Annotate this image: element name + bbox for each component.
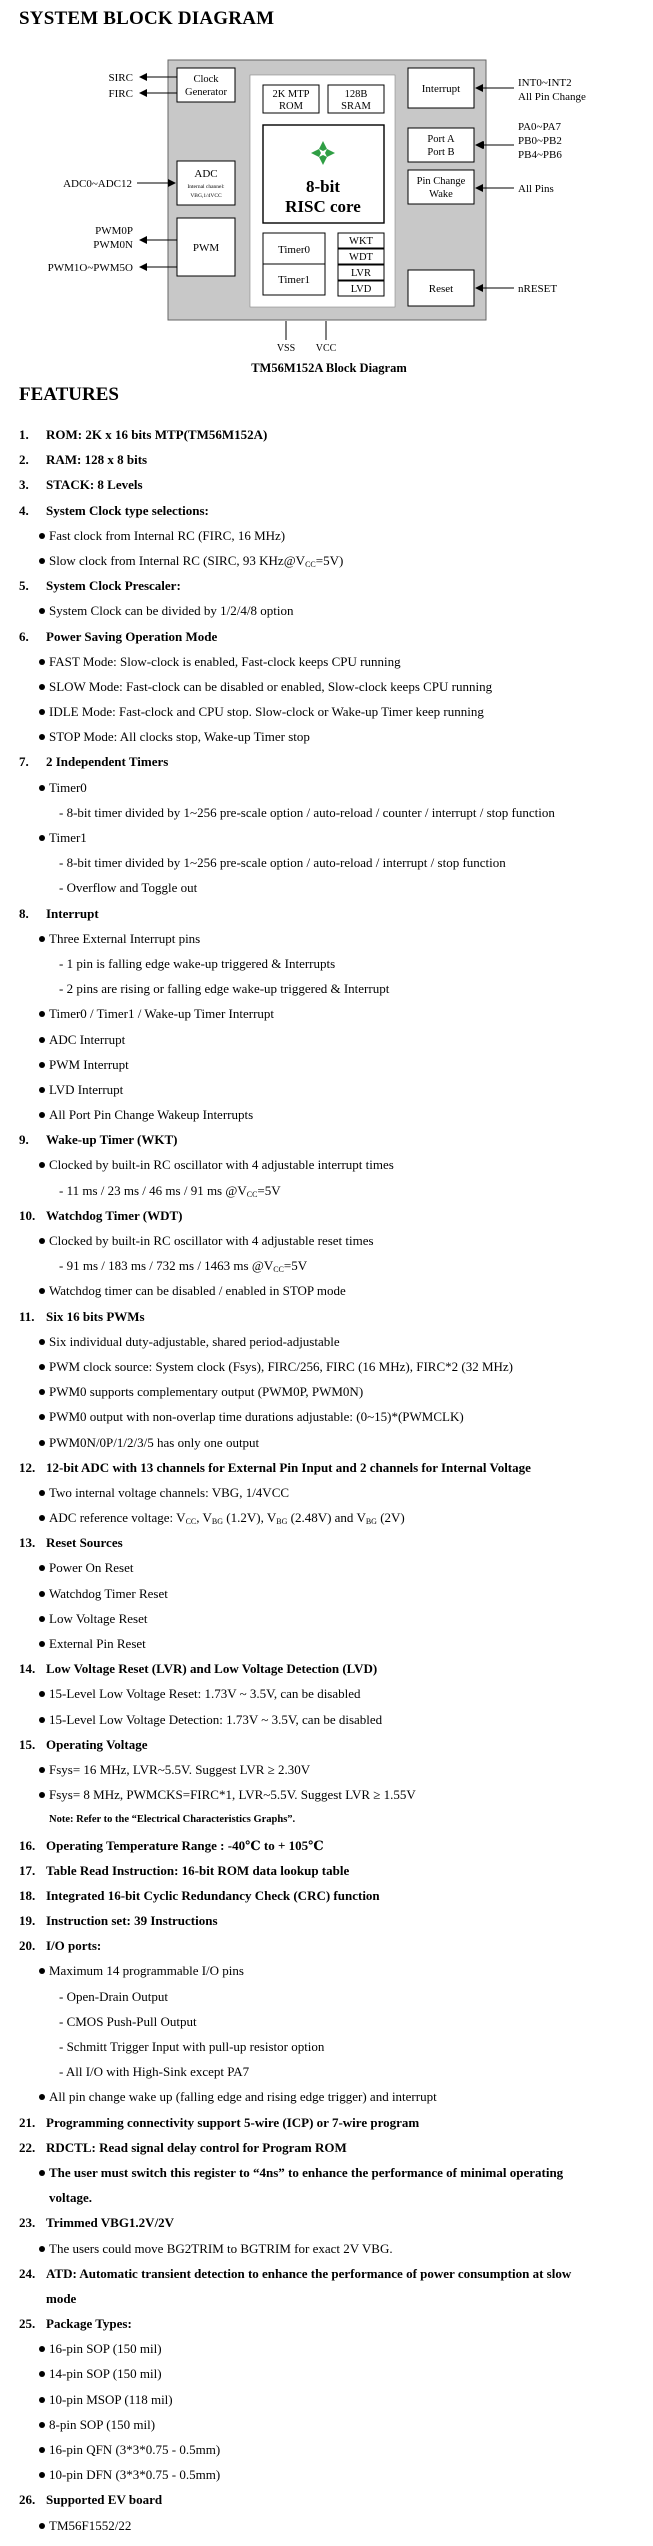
sub-item: - CMOS Push-Pull Output xyxy=(59,2013,197,2029)
bullet-item: Timer0 / Timer1 / Wake-up Timer Interrupt xyxy=(19,1001,649,1026)
feature-item: 6. Power Saving Operation Mode xyxy=(19,628,218,644)
bullet-item: Fast clock from Internal RC (FIRC, 16 MHz) xyxy=(19,523,649,548)
adc-pins-label: ADC0~ADC12 xyxy=(63,178,132,190)
bullet-item: 16-pin SOP (150 mil) xyxy=(19,2336,649,2361)
vss-pin-label: VSS xyxy=(276,343,296,354)
bullet-item: 8-pin SOP (150 mil) xyxy=(19,2412,649,2437)
bullet-item: All pin change wake up (falling edge and rising edge trigger) and interrupt xyxy=(19,2084,649,2109)
bullet-item: Fsys= 8 MHz, PWMCKS=FIRC*1, LVR~5.5V. Suggest LVR ≥ 1.55V xyxy=(19,1782,649,1807)
sub-item: - 8-bit timer divided by 1~256 pre-scale option / auto-reload / counter / interrupt / stop function xyxy=(59,804,555,820)
bullet-item: LVD Interrupt xyxy=(19,1077,649,1102)
all-pin-change-label: All Pin Change xyxy=(518,91,586,103)
feature-item: 13. Reset Sources xyxy=(19,1535,123,1551)
note-text: Note: Refer to the “Electrical Characteristics Graphs”. xyxy=(49,1814,296,1826)
port-pins-label-1: PA0~PA7 xyxy=(518,121,562,133)
bullet-item: Watchdog timer can be disabled / enabled in STOP mode xyxy=(19,1278,649,1303)
sub-item: - 8-bit timer divided by 1~256 pre-scale option / auto-reload / interrupt / stop function xyxy=(59,855,506,871)
bullet-item: Six individual duty-adjustable, shared period-adjustable xyxy=(19,1329,649,1354)
bullet-item: Timer0 xyxy=(19,775,649,800)
feature-item: 1. ROM: 2K x 16 bits MTP(TM56M152A) xyxy=(19,427,268,442)
diagram-caption: TM56M152A Block Diagram xyxy=(251,361,407,375)
sub-item: - 11 ms / 23 ms / 46 ms / 91 ms $@V_{CC}=5V$ xyxy=(59,1182,281,1199)
bullet-item: Power On Reset xyxy=(19,1555,649,1580)
feature-item: 24. ATD: Automatic transient detection to enhance the performance of power consumption at slow xyxy=(19,2265,572,2281)
mtp-rom-label: 2K MTP xyxy=(272,89,310,100)
clock-generator-label-2: Generator xyxy=(185,87,227,98)
sub-item: - 1 pin is falling edge wake-up triggered & Interrupts xyxy=(59,955,336,971)
feature-item: 3. STACK: 8 Levels xyxy=(19,477,143,493)
pwm0n-pin-label: PWM0N xyxy=(93,239,133,251)
port-b-label: Port B xyxy=(427,147,455,158)
feature-item: 22. RDCTL: Read signal delay control for Program ROM xyxy=(19,2139,347,2155)
sub-item: - 2 pins are rising or falling edge wake-up triggered & Interrupt xyxy=(59,981,390,997)
feature-item: 20. I/O ports: xyxy=(19,1938,102,1954)
bullet-item: SLOW Mode: Fast-clock can be disabled or enabled, Slow-clock keeps CPU running xyxy=(19,674,649,699)
port-a-label: Port A xyxy=(427,134,455,145)
adc-label: ADC xyxy=(194,168,218,180)
pin-change-label-2: Wake xyxy=(429,189,453,200)
bullet-item: The users could move BG2TRIM to BGTRIM for exact 2V VBG. xyxy=(19,2236,649,2261)
interrupt-label: Interrupt xyxy=(421,83,461,95)
sram-label-2: SRAM xyxy=(341,101,371,112)
feature-item: 4. System Clock type selections: xyxy=(19,502,209,518)
bullet-item: 16-pin QFN (3*3*0.75 - 0.5mm) xyxy=(19,2437,649,2462)
sirc-pin-label: SIRC xyxy=(108,72,133,84)
sub-item: - Schmitt Trigger Input with pull-up resistor option xyxy=(59,2039,325,2054)
feature-item: 8. Interrupt xyxy=(19,905,99,921)
feature-item: 5. System Clock Prescaler: xyxy=(19,578,181,594)
feature-item: 25. Package Types: xyxy=(19,2316,132,2332)
feature-item: 2. RAM: 128 x 8 bits xyxy=(19,452,148,468)
bullet-item: PWM0N/0P/1/2/3/5 has only one output xyxy=(19,1430,649,1455)
feature-item: 10. Watchdog Timer (WDT) xyxy=(19,1207,183,1223)
sram-label: 128B xyxy=(344,89,368,100)
bullet-item: STOP Mode: All clocks stop, Wake-up Timer stop xyxy=(19,724,649,749)
bullet-item: Two internal voltage channels: VBG, 1/4VCC xyxy=(19,1480,649,1505)
block-diagram xyxy=(0,40,653,380)
bullet-item: IDLE Mode: Fast-clock and CPU stop. Slow-clock or Wake-up Timer keep running xyxy=(19,699,649,724)
bullet-item: Fsys= 16 MHz, LVR~5.5V. Suggest LVR ≥ 2.30V xyxy=(19,1757,649,1782)
bullet-item: ADC Interrupt xyxy=(19,1027,649,1052)
bullet-item: All Port Pin Change Wakeup Interrupts xyxy=(19,1102,649,1127)
bullet-item: Slow clock from Internal RC (SIRC, 93 $KHz@V_{CC}=5V$) xyxy=(19,548,649,573)
port-pins-label-2: PB0~PB2 xyxy=(518,135,562,147)
sub-item: - 91 ms / 183 ms / 732 ms / 1463 ms $@V_{CC}=5V$ xyxy=(59,1258,308,1275)
risc-core-label: 8-bit xyxy=(306,177,340,196)
bullet-item: Timer1 xyxy=(19,825,649,850)
int-pins-label: INT0~INT2 xyxy=(518,77,572,89)
bullet-item: PWM0 supports complementary output (PWM0P, PWM0N) xyxy=(19,1379,649,1404)
wkt-label: WKT xyxy=(349,236,373,247)
nreset-pin-label: nRESET xyxy=(518,283,558,295)
bullet-item: ADC reference voltage: $V_{CC}$, $V_{BG}$ (1.2V), $V_{BG}$ (2.48V) and $V_{BG}$ (2V) xyxy=(19,1505,649,1530)
bullet-item: FAST Mode: Slow-clock is enabled, Fast-clock keeps CPU running xyxy=(19,649,649,674)
vcc-pin-label: VCC xyxy=(315,343,337,354)
sub-item: - All I/O with High-Sink except PA7 xyxy=(59,2064,250,2080)
feature-item: 21. Programming connectivity support 5-wire (ICP) or 7-wire program xyxy=(19,2114,420,2130)
lvd-label: LVD xyxy=(350,284,372,295)
all-pins-label: All Pins xyxy=(518,183,554,195)
pwm0p-pin-label: PWM0P xyxy=(95,225,133,237)
feature-item: 9. Wake-up Timer (WKT) xyxy=(19,1132,178,1148)
feature-item: 18. Integrated 16-bit Cyclic Redundancy Check (CRC) function xyxy=(19,1887,380,1903)
feature-item: 11. Six 16 bits PWMs xyxy=(19,1308,145,1324)
bullet-item: PWM0 output with non-overlap time durations adjustable: (0~15)*(PWMCLK) xyxy=(19,1404,649,1429)
bullet-item: Maximum 14 programmable I/O pins xyxy=(19,1958,649,1983)
bullet-item: TM56F1552/22 xyxy=(19,2513,649,2538)
bullet-item-continuation: voltage. xyxy=(49,2190,92,2206)
lvr-label: LVR xyxy=(350,268,372,279)
wdt-label: WDT xyxy=(349,252,373,263)
feature-item: 12. 12-bit ADC with 13 channels for External Pin Input and 2 channels for Internal Voltage xyxy=(19,1459,531,1475)
timer0-label: Timer0 xyxy=(278,244,310,256)
feature-item: 15. Operating Voltage xyxy=(19,1736,148,1752)
adc-sub-label: Internal channel: xyxy=(187,184,225,190)
feature-item-continuation: mode xyxy=(46,2290,77,2306)
bullet-item: Low Voltage Reset xyxy=(19,1606,649,1631)
pwm-others-pin-label: PWM1O~PWM5O xyxy=(47,262,133,274)
feature-item: 26. Supported EV board xyxy=(19,2492,163,2508)
feature-item: 14. Low Voltage Reset (LVR) and Low Voltage Detection (LVD) xyxy=(19,1661,378,1677)
bullet-item: Clocked by built-in RC oscillator with 4 adjustable interrupt times xyxy=(19,1152,649,1177)
bullet-item: Three External Interrupt pins xyxy=(19,926,649,951)
adc-sub-label-2: VBG,1/4VCC xyxy=(190,193,222,199)
firc-pin-label: FIRC xyxy=(108,88,133,100)
bullet-item: System Clock can be divided by 1/2/4/8 option xyxy=(19,598,649,623)
risc-core-label-2: RISC core xyxy=(285,197,361,216)
bullet-item: 10-pin DFN (3*3*0.75 - 0.5mm) xyxy=(19,2462,649,2487)
bullet-item: External Pin Reset xyxy=(19,1631,649,1656)
bullet-item: 10-pin MSOP (118 mil) xyxy=(19,2387,649,2412)
feature-item: 19. Instruction set: 39 Instructions xyxy=(19,1913,218,1929)
feature-item: 23. Trimmed VBG1.2V/2V xyxy=(19,2215,175,2231)
page-title: SYSTEM BLOCK DIAGRAM xyxy=(19,8,275,29)
sub-item: - Overflow and Toggle out xyxy=(59,880,198,896)
bullet-item: PWM clock source: System clock (Fsys), FIRC/256, FIRC (16 MHz), FIRC*2 (32 MHz) xyxy=(19,1354,649,1379)
bullet-item: 14-pin SOP (150 mil) xyxy=(19,2361,649,2386)
clock-generator-label: Clock xyxy=(193,74,219,85)
bullet-item: PWM Interrupt xyxy=(19,1052,649,1077)
bullet-item: 15-Level Low Voltage Detection: 1.73V ~ 3.5V, can be disabled xyxy=(19,1707,649,1732)
features-title: FEATURES xyxy=(19,384,119,405)
feature-item: 7. 2 Independent Timers xyxy=(19,754,169,770)
bullet-item: Watchdog Timer Reset xyxy=(19,1581,649,1606)
pwm-label: PWM xyxy=(192,242,220,254)
mtp-rom-label-2: ROM xyxy=(279,101,303,112)
feature-item: 17. Table Read Instruction: 16-bit ROM data lookup table xyxy=(19,1862,350,1878)
timer1-label: Timer1 xyxy=(278,274,310,286)
sub-item: - Open-Drain Output xyxy=(59,1988,169,2004)
bullet-item: Clocked by built-in RC oscillator with 4 adjustable reset times xyxy=(19,1228,649,1253)
reset-label: Reset xyxy=(428,283,454,295)
feature-item: 16. Operating Temperature Range : -40℃ to + 105℃ xyxy=(19,1837,324,1853)
port-pins-label-3: PB4~PB6 xyxy=(518,149,562,161)
pin-change-label: Pin Change xyxy=(416,176,466,187)
features-list xyxy=(19,422,649,2538)
bullet-item: 15-Level Low Voltage Reset: 1.73V ~ 3.5V, can be disabled xyxy=(19,1681,649,1706)
bullet-item: The user must switch this register to “4ns” to enhance the performance of minimal operating xyxy=(19,2160,649,2185)
